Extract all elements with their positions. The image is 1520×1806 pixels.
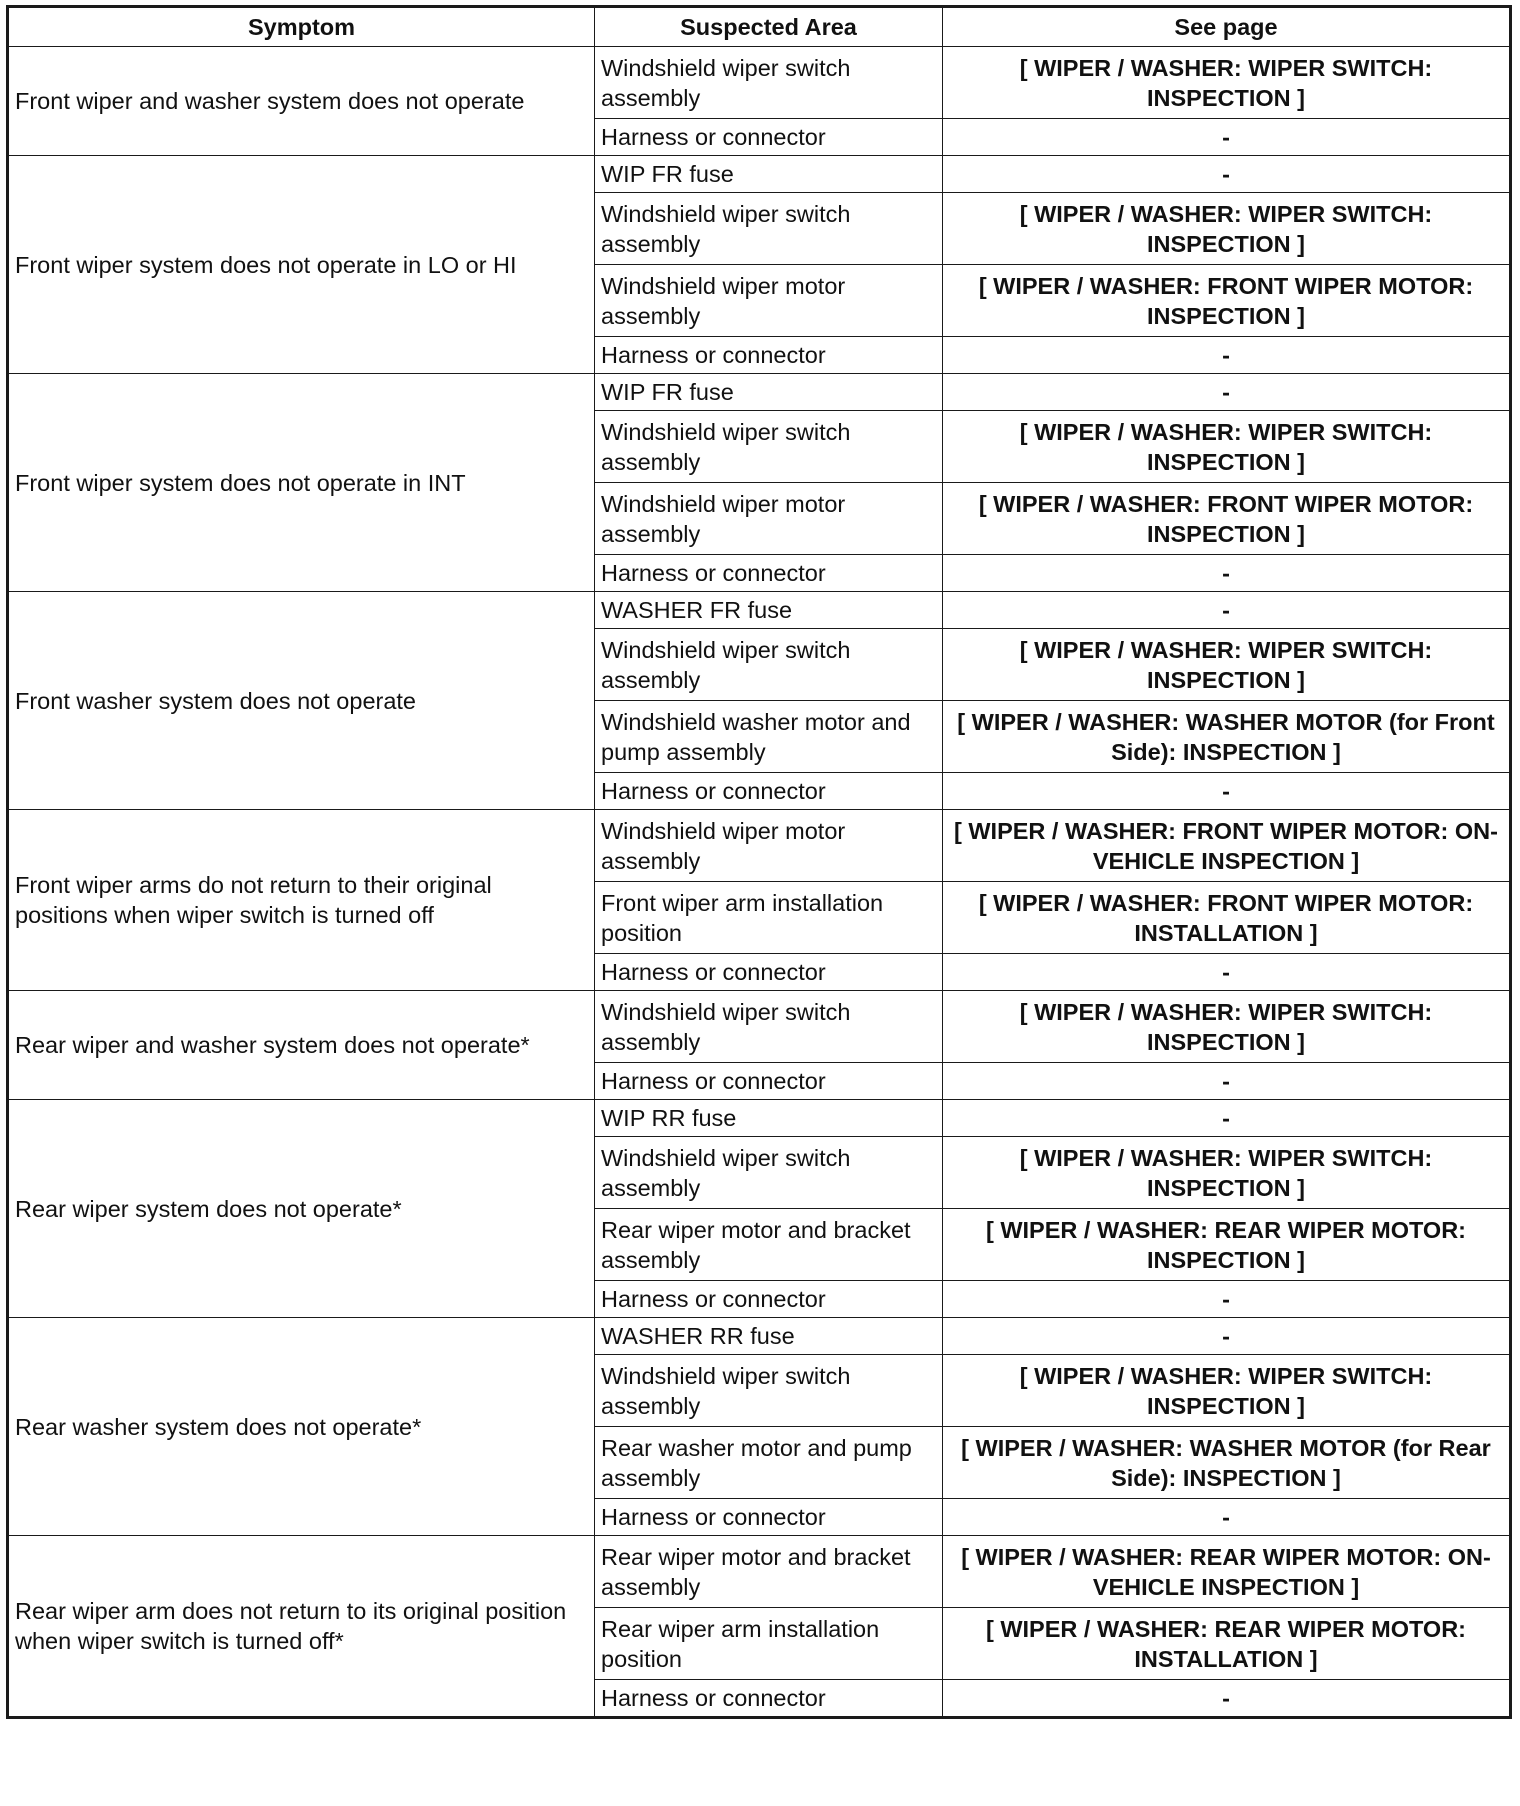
see-page-cell: [ WIPER / WASHER: WIPER SWITCH: INSPECTION ] <box>943 1355 1511 1427</box>
see-page-cell: - <box>943 1318 1511 1355</box>
suspected-area-cell: Front wiper arm installation position <box>595 882 943 954</box>
suspected-area-cell: Harness or connector <box>595 1063 943 1100</box>
table-body <box>8 47 1511 1718</box>
symptom-cell: Rear washer system does not operate* <box>8 1318 595 1536</box>
see-page-cell: [ WIPER / WASHER: WIPER SWITCH: INSPECTION ] <box>943 193 1511 265</box>
suspected-area-cell: WASHER RR fuse <box>595 1318 943 1355</box>
see-page-cell: [ WIPER / WASHER: FRONT WIPER MOTOR: INSPECTION ] <box>943 483 1511 555</box>
see-page-cell: [ WIPER / WASHER: WIPER SWITCH: INSPECTION ] <box>943 411 1511 483</box>
see-page-cell: [ WIPER / WASHER: REAR WIPER MOTOR: INSTALLATION ] <box>943 1608 1511 1680</box>
suspected-area-cell: Harness or connector <box>595 337 943 374</box>
symptom-cell: Rear wiper system does not operate* <box>8 1100 595 1318</box>
suspected-area-cell: Windshield wiper switch assembly <box>595 411 943 483</box>
see-page-cell: - <box>943 119 1511 156</box>
suspected-area-cell: Harness or connector <box>595 555 943 592</box>
see-page-cell: - <box>943 555 1511 592</box>
suspected-area-cell: WIP FR fuse <box>595 156 943 193</box>
header-symptom: Symptom <box>8 7 595 47</box>
suspected-area-cell: WIP FR fuse <box>595 374 943 411</box>
suspected-area-cell: Rear washer motor and pump assembly <box>595 1427 943 1499</box>
suspected-area-cell: Harness or connector <box>595 1499 943 1536</box>
suspected-area-cell: Harness or connector <box>595 1281 943 1318</box>
see-page-cell: [ WIPER / WASHER: REAR WIPER MOTOR: ON-VEHICLE INSPECTION ] <box>943 1536 1511 1608</box>
suspected-area-cell: Harness or connector <box>595 1680 943 1718</box>
see-page-cell: [ WIPER / WASHER: FRONT WIPER MOTOR: INSTALLATION ] <box>943 882 1511 954</box>
suspected-area-cell: Windshield washer motor and pump assembly <box>595 701 943 773</box>
table-row <box>8 592 1511 629</box>
symptom-cell: Rear wiper arm does not return to its original position when wiper switch is turned off* <box>8 1536 595 1718</box>
suspected-area-cell: Harness or connector <box>595 119 943 156</box>
see-page-cell: [ WIPER / WASHER: WASHER MOTOR (for Rear Side): INSPECTION ] <box>943 1427 1511 1499</box>
symptom-cell: Front wiper and washer system does not operate <box>8 47 595 156</box>
table-row <box>8 1536 1511 1608</box>
see-page-cell: - <box>943 773 1511 810</box>
table-row <box>8 374 1511 411</box>
symptom-cell: Rear wiper and washer system does not operate* <box>8 991 595 1100</box>
table-row <box>8 156 1511 193</box>
see-page-cell: - <box>943 1680 1511 1718</box>
header-row <box>8 7 1511 47</box>
see-page-cell: - <box>943 156 1511 193</box>
suspected-area-cell: Harness or connector <box>595 954 943 991</box>
suspected-area-cell: Windshield wiper motor assembly <box>595 265 943 337</box>
table-row <box>8 991 1511 1063</box>
see-page-cell: - <box>943 337 1511 374</box>
see-page-cell: [ WIPER / WASHER: WIPER SWITCH: INSPECTION ] <box>943 47 1511 119</box>
suspected-area-cell: Windshield wiper motor assembly <box>595 483 943 555</box>
see-page-cell: [ WIPER / WASHER: WASHER MOTOR (for Front Side): INSPECTION ] <box>943 701 1511 773</box>
suspected-area-cell: Rear wiper motor and bracket assembly <box>595 1209 943 1281</box>
table-row <box>8 1318 1511 1355</box>
suspected-area-cell: Windshield wiper switch assembly <box>595 1355 943 1427</box>
suspected-area-cell: Windshield wiper switch assembly <box>595 991 943 1063</box>
see-page-cell: [ WIPER / WASHER: WIPER SWITCH: INSPECTION ] <box>943 1137 1511 1209</box>
symptom-cell: Front wiper system does not operate in INT <box>8 374 595 592</box>
see-page-cell: [ WIPER / WASHER: WIPER SWITCH: INSPECTION ] <box>943 629 1511 701</box>
symptom-cell: Front wiper arms do not return to their original positions when wiper switch is turned off <box>8 810 595 991</box>
see-page-cell: [ WIPER / WASHER: REAR WIPER MOTOR: INSPECTION ] <box>943 1209 1511 1281</box>
see-page-cell: - <box>943 1100 1511 1137</box>
symptom-cell: Front wiper system does not operate in LO or HI <box>8 156 595 374</box>
see-page-cell: - <box>943 592 1511 629</box>
see-page-cell: - <box>943 1063 1511 1100</box>
document-page <box>6 5 1512 1719</box>
header-suspected-area: Suspected Area <box>595 7 943 47</box>
header-see-page: See page <box>943 7 1511 47</box>
suspected-area-cell: WASHER FR fuse <box>595 592 943 629</box>
see-page-cell: [ WIPER / WASHER: FRONT WIPER MOTOR: INSPECTION ] <box>943 265 1511 337</box>
suspected-area-cell: Windshield wiper switch assembly <box>595 629 943 701</box>
see-page-cell: - <box>943 1281 1511 1318</box>
suspected-area-cell: Windshield wiper switch assembly <box>595 193 943 265</box>
symptom-cell: Front washer system does not operate <box>8 592 595 810</box>
see-page-cell: - <box>943 1499 1511 1536</box>
suspected-area-cell: Rear wiper motor and bracket assembly <box>595 1536 943 1608</box>
suspected-area-cell: Windshield wiper motor assembly <box>595 810 943 882</box>
table-row <box>8 810 1511 882</box>
see-page-cell: - <box>943 374 1511 411</box>
see-page-cell: [ WIPER / WASHER: WIPER SWITCH: INSPECTION ] <box>943 991 1511 1063</box>
table-row <box>8 47 1511 119</box>
symptom-table <box>6 5 1512 1719</box>
suspected-area-cell: Windshield wiper switch assembly <box>595 1137 943 1209</box>
suspected-area-cell: Harness or connector <box>595 773 943 810</box>
suspected-area-cell: WIP RR fuse <box>595 1100 943 1137</box>
table-row <box>8 1100 1511 1137</box>
suspected-area-cell: Windshield wiper switch assembly <box>595 47 943 119</box>
suspected-area-cell: Rear wiper arm installation position <box>595 1608 943 1680</box>
see-page-cell: [ WIPER / WASHER: FRONT WIPER MOTOR: ON-VEHICLE INSPECTION ] <box>943 810 1511 882</box>
see-page-cell: - <box>943 954 1511 991</box>
